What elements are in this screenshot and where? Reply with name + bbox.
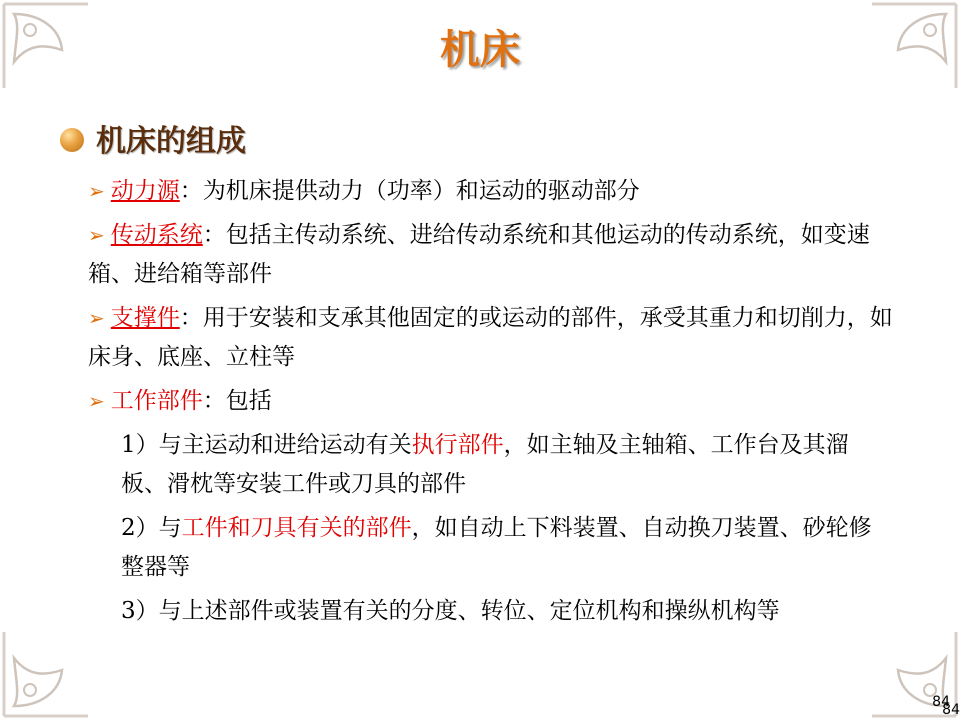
sub-item-text: ）与上述部件或装置有关的分度、转位、定位机构和操纵机构等 [135, 598, 780, 624]
list-item [88, 216, 893, 294]
sub-item-term: 执行部件 [411, 432, 504, 458]
corner-ornament-bottom-left-icon [0, 628, 92, 720]
sub-item-term: 工件和刀具有关的部件 [181, 515, 412, 541]
sub-item-text: ，如主轴及主轴箱、工作台及其溜板、滑枕等安装工件或刀具的部件 [121, 432, 849, 497]
page-number: 84 [932, 694, 950, 710]
sub-item-number: 1 [121, 432, 136, 458]
slide-title: 机床 [440, 27, 520, 73]
sub-item-number: 2 [121, 515, 136, 541]
item-text: ：为机床提供动力（功率）和运动的驱动部分 [179, 178, 640, 204]
page-number-shadow: 84 [942, 702, 960, 718]
sub-item-text: ，如自动上下料装置、自动换刀装置、砂轮修整器等 [121, 515, 872, 580]
section-heading-text: 机床的组成 [96, 124, 246, 159]
arrow-bullet-icon: ➢ [88, 306, 105, 330]
item-term: 动力源 [110, 178, 180, 204]
list-item [88, 382, 893, 421]
sub-list-item [88, 509, 893, 587]
sub-item-text: ）与主运动和进给运动有关 [135, 432, 412, 458]
list-item [88, 172, 893, 211]
orange-ball-bullet-icon [60, 128, 84, 152]
arrow-bullet-icon: ➢ [88, 223, 105, 247]
list-item [88, 299, 893, 377]
section-heading [60, 116, 246, 160]
item-term: 支撑件 [110, 305, 180, 331]
arrow-bullet-icon: ➢ [88, 389, 105, 413]
item-text: ：用于安装和支承其他固定的或运动的部件，承受其重力和切削力，如床身、底座、立柱等 [88, 305, 893, 370]
item-term: 工作部件 [110, 388, 203, 414]
item-text: ：包括 [202, 388, 272, 414]
item-term: 传动系统 [110, 222, 203, 248]
sub-list-item [88, 592, 893, 631]
sub-list-item [88, 426, 893, 504]
sub-item-text: ）与 [135, 515, 182, 541]
arrow-bullet-icon: ➢ [88, 179, 105, 203]
content-body [88, 172, 893, 636]
sub-item-number: 3 [121, 598, 136, 624]
item-text: ：包括主传动系统、进给传动系统和其他运动的传动系统，如变速箱、进给箱等部件 [88, 222, 870, 287]
